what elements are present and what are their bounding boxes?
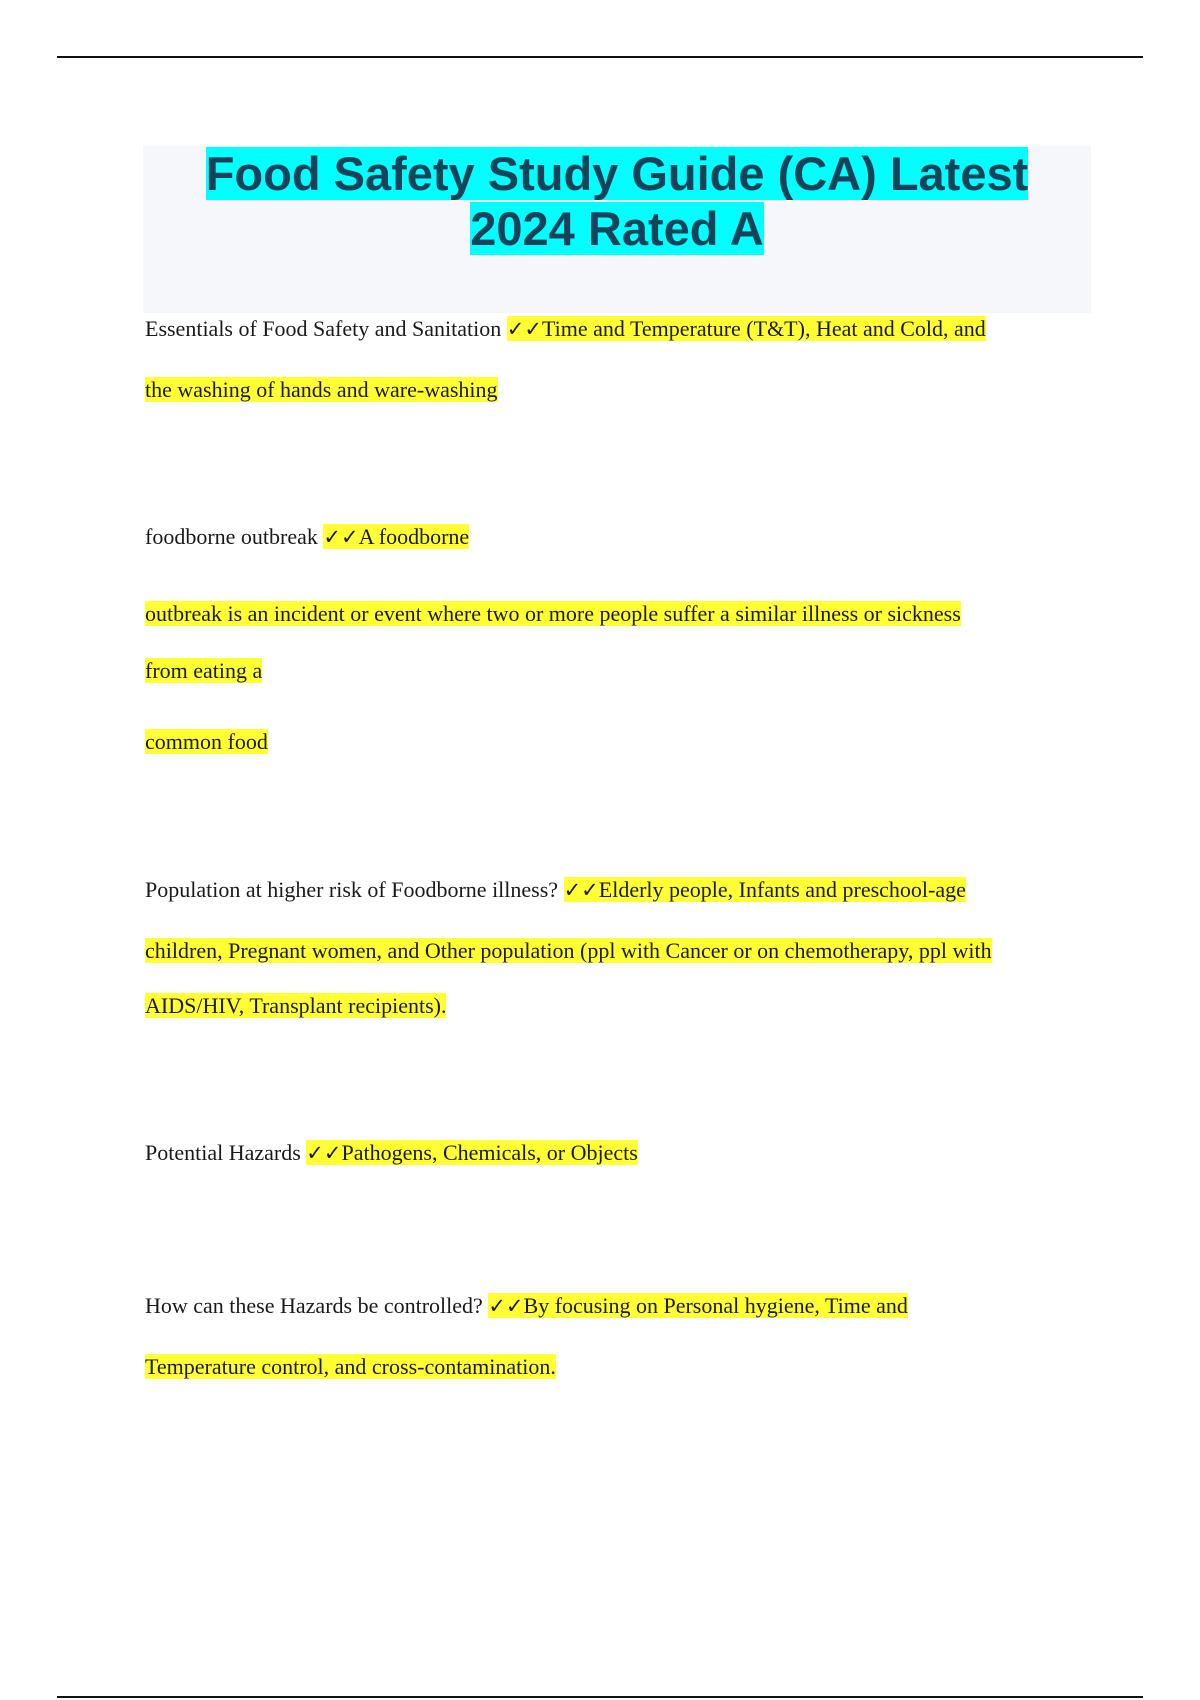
checkmark-icon: ✓✓ <box>506 317 542 341</box>
qa-2-answer-cont: outbreak is an incident or event where two or more people suffer a similar illness or sickness <box>145 601 961 626</box>
qa-5-question: How can these Hazards be controlled? <box>145 1293 483 1318</box>
title-line-2: 2024 Rated A <box>470 202 764 255</box>
qa-5-answer-cont: Temperature control, and cross-contamination. <box>145 1354 556 1379</box>
checkmark-icon: ✓✓ <box>306 1141 342 1165</box>
qa-1-answer-cont: the washing of hands and ware-washing <box>145 377 498 402</box>
qa-3-line-1 <box>145 875 966 905</box>
qa-2-answer-cont: common food <box>145 729 268 754</box>
qa-5-answer-start: ✓✓By focusing on Personal hygiene, Time and <box>488 1293 908 1318</box>
qa-3-answer-cont: children, Pregnant women, and Other population (ppl with Cancer or on chemotherapy, ppl with <box>145 938 992 963</box>
qa-3-answer-start: ✓✓Elderly people, Infants and preschool-age <box>563 877 966 902</box>
qa-4-line-1 <box>145 1138 638 1168</box>
top-rule <box>57 56 1143 58</box>
qa-4-answer-start: ✓✓Pathogens, Chemicals, or Objects <box>306 1140 638 1165</box>
checkmark-icon: ✓✓ <box>323 525 359 549</box>
qa-1-line-1 <box>145 314 986 344</box>
checkmark-icon: ✓✓ <box>563 878 599 902</box>
qa-1-question: Essentials of Food Safety and Sanitation <box>145 316 502 341</box>
qa-2-line-1 <box>145 522 469 552</box>
qa-2-answer-start: ✓✓A foodborne <box>323 524 470 549</box>
qa-4-question: Potential Hazards <box>145 1140 301 1165</box>
qa-2-question: foodborne outbreak <box>145 524 318 549</box>
qa-3-line-3 <box>145 991 446 1021</box>
qa-2-line-3 <box>145 656 262 686</box>
document-title <box>143 146 1091 256</box>
qa-3-question: Population at higher risk of Foodborne illness? <box>145 877 559 902</box>
qa-3-line-2 <box>145 936 992 966</box>
qa-5-line-2 <box>145 1352 556 1382</box>
qa-2-answer-cont: from eating a <box>145 658 263 683</box>
checkmark-icon: ✓✓ <box>488 1294 524 1318</box>
title-block <box>143 146 1091 313</box>
qa-2-line-4 <box>145 727 268 757</box>
qa-3-answer-cont: AIDS/HIV, Transplant recipients). <box>145 993 447 1018</box>
qa-1-answer-start: ✓✓Time and Temperature (T&T), Heat and Cold, and <box>506 316 986 341</box>
title-line-1: Food Safety Study Guide (CA) Latest <box>205 147 1029 200</box>
qa-1-line-2 <box>145 375 498 405</box>
qa-5-line-1 <box>145 1291 908 1321</box>
bottom-rule <box>57 1696 1143 1698</box>
qa-2-line-2 <box>145 599 961 629</box>
